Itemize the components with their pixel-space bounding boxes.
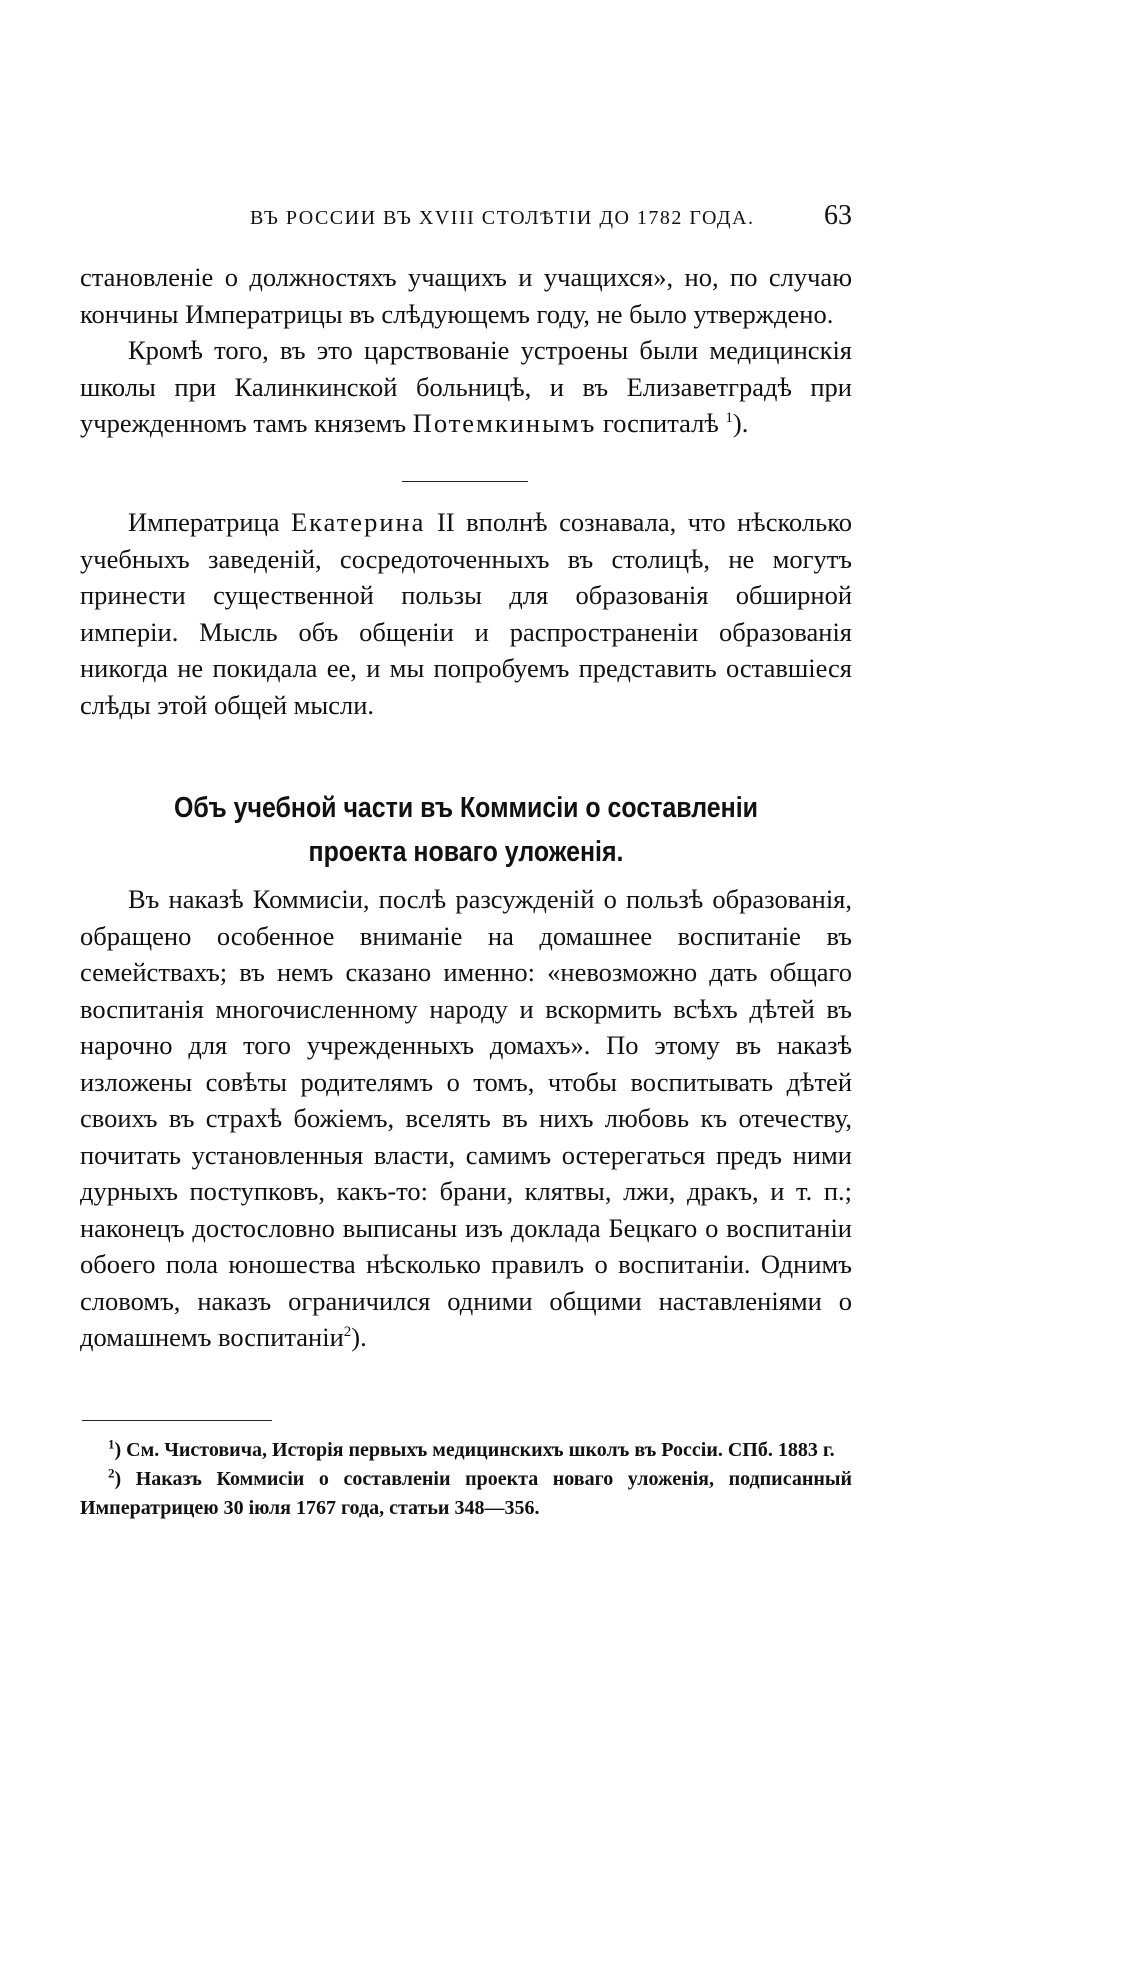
footnote-1: $^1$) См. Чистовича, Исторія первыхъ медицинскихъ школъ въ Россіи. СПб. 1883 г. [108,1436,835,1461]
paragraph-medical-schools: Кромѣ того, въ это царствованіе устроены были медицинскія школы при Калинкинской больницѣ, и въ Елизаветградѣ при учрежденномъ тамъ княземъ Потемкинымъ госпиталѣ $^1$). [80,335,852,438]
footnote-ref-1: 1 [725,410,733,427]
text-block-bottom [80,881,852,1356]
section-divider [402,481,528,482]
text-block-middle [80,504,852,723]
paragraph-continuation: становленіе о должностяхъ учащихъ и учащихся», но, по случаю кончины Императрицы въ слѣдующемъ году, не было утверждено. [80,262,852,329]
running-title: ВЪ РОССИИ ВЪ XVIII СТОЛѢТІИ ДО 1782 ГОДА. [250,207,755,229]
running-head [80,200,852,232]
footnote-ref-2: 2 [343,1324,352,1341]
name-ekaterina: Екатерина [290,507,426,537]
footnote-2: $^2$) Наказъ Коммисіи о составленіи проекта новаго уложенія, подписанный Императрицею 30 іюля 1767 года, статьи 348—356. [80,1465,852,1519]
section-heading: Объ учебной части въ Коммисіи о составленіи проекта новаго уложенія. [174,792,758,868]
footnote-rule [82,1420,272,1421]
page-number: 63 [824,200,852,231]
paragraph-ekaterina: Императрица Екатерина II вполнѣ сознавала, что нѣсколько учебныхъ заведеній, сосредоточенныхъ въ столицѣ, не могутъ принести существенной пользы для образованія обширной имперіи. Мысль объ общеніи и распространеніи образованія никогда не покидала ее, и мы попробуемъ представить оставшіеся слѣды этой общей мысли. [80,507,852,720]
text-block-top [80,259,852,442]
footnotes [80,1436,852,1523]
name-potemkin: Потемкинымъ [412,408,597,438]
paragraph-nakaz: Въ наказѣ Коммисіи, послѣ разсужденій о пользѣ образованія, обращено особенное вниманіе на домашнее воспитаніе въ семействахъ; въ немъ сказано именно: «невозможно дать общаго воспитанія многочисленному народу и вскормить всѣхъ дѣтей въ нарочно для того учрежденныхъ домахъ». По этому въ наказѣ изложены совѣты родителямъ о томъ, чтобы воспитывать дѣтей своихъ въ страхѣ божіемъ, вселять въ нихъ любовь къ отечеству, почитать установленныя власти, самимъ остерегаться предъ ними дурныхъ поступковъ, какъ-то: брани, клятвы, лжи, дракъ, и т. п.; наконецъ достословно выписаны изъ доклада Бецкаго о воспитаніи обоего пола юношества нѣсколько правилъ о воспитаніи. Однимъ словомъ, наказъ ограничился одними общими наставленіями о домашнемъ воспитаніи$^2$). [80,884,852,1352]
